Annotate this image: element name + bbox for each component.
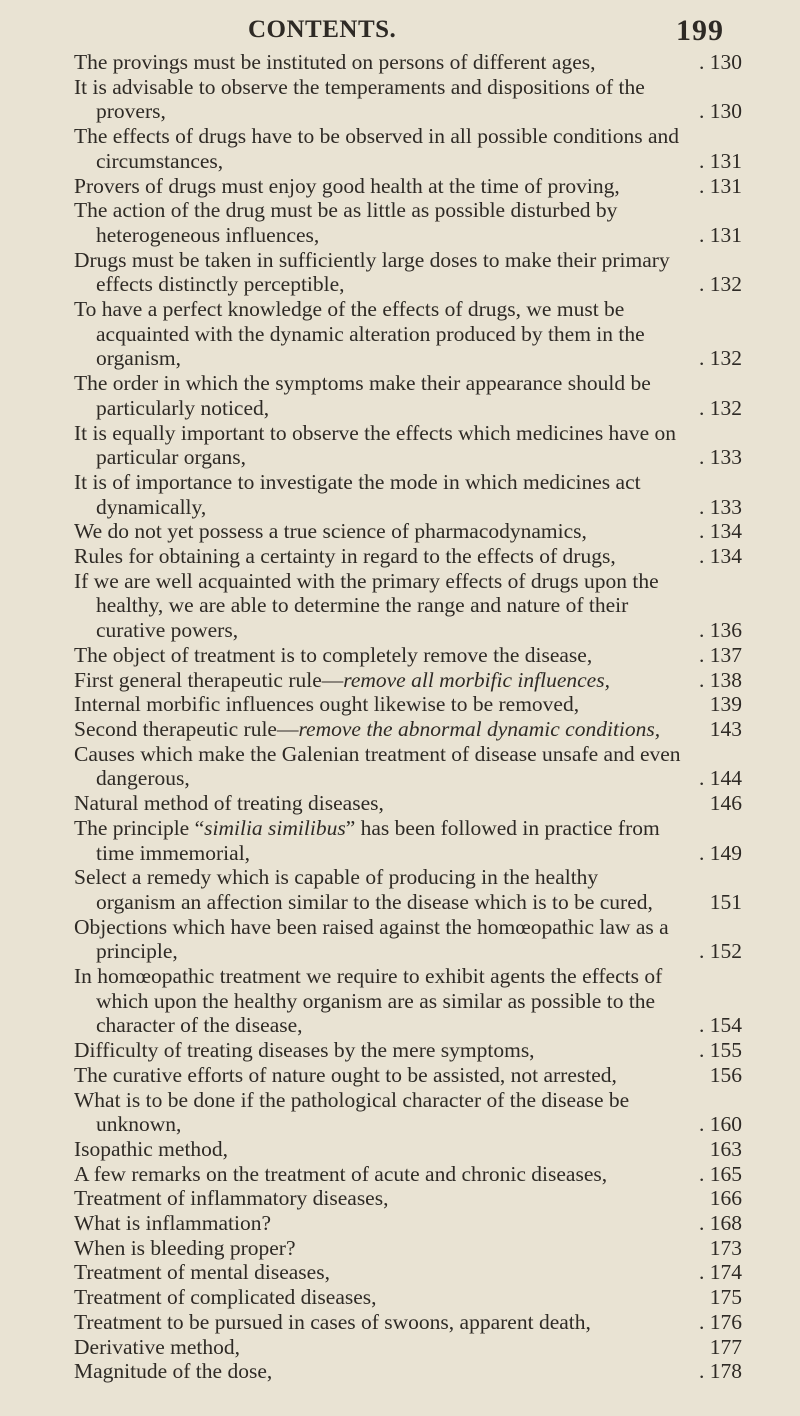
- entry-page-number: . 132: [699, 272, 742, 297]
- contents-list: [74, 50, 742, 1384]
- entry-page-number: . 155: [699, 1038, 742, 1063]
- entry-page-number: 151: [709, 889, 742, 914]
- contents-entry: [74, 1335, 742, 1360]
- contents-entry: [74, 643, 742, 668]
- entry-title: The effects of drugs have to be observed in all possible conditions and circumstances,: [74, 124, 680, 173]
- entry-title: Difficulty of treating diseases by the mere symptoms,: [74, 1038, 535, 1063]
- entry-title: Objections which have been raised against the homœopathic law as a principle,: [74, 914, 669, 964]
- entry-title: The order in which the symptoms make their appearance should be particularly noticed,: [74, 371, 651, 420]
- entry-title: Rules for obtaining a certainty in regard to the effects of drugs,: [74, 544, 616, 569]
- entry-page-number: . 136: [699, 618, 742, 643]
- entry-title: Treatment to be pursued in cases of swoons, apparent death,: [74, 1309, 591, 1334]
- entry-title: The provings must be instituted on persons of different ages,: [74, 50, 596, 74]
- entry-title: The object of treatment is to completely remove the disease,: [74, 642, 593, 667]
- entry-page-number: . 132: [699, 395, 742, 420]
- contents-entry: [74, 50, 742, 75]
- entry-page-number: . 133: [699, 494, 742, 519]
- page-header: [0, 6, 800, 50]
- entry-title: Drugs must be taken in sufficiently large doses to make their primary effects distinctly perceptible,: [74, 247, 670, 297]
- entry-title: What is to be done if the pathological character of the disease be unknown,: [74, 1087, 630, 1137]
- entry-page-number: . 165: [699, 1161, 742, 1186]
- entry-title: Treatment of mental diseases,: [74, 1260, 330, 1285]
- contents-entry: [74, 1038, 742, 1063]
- entry-page-number: . 132: [699, 346, 742, 371]
- entry-page-number: . 130: [699, 50, 742, 74]
- entry-title: What is inflammation?: [74, 1211, 272, 1236]
- contents-entry: [74, 1310, 742, 1335]
- entry-title: Provers of drugs must enjoy good health at the time of proving,: [74, 173, 620, 198]
- entry-page-number: . 178: [699, 1359, 742, 1384]
- contents-entry: [74, 742, 742, 791]
- contents-entry: [74, 1359, 742, 1384]
- entry-title: Second therapeutic rule—remove the abnormal dynamic conditions,: [74, 716, 661, 741]
- entry-page-number: . 144: [699, 766, 742, 791]
- contents-entry: [74, 174, 742, 199]
- entry-page-number: . 152: [699, 939, 742, 964]
- entry-title: Treatment of complicated diseases,: [74, 1285, 377, 1310]
- entry-title: Natural method of treating diseases,: [74, 791, 384, 816]
- contents-entry: [74, 1186, 742, 1211]
- contents-entry: [74, 1088, 742, 1137]
- contents-entry: [74, 519, 742, 544]
- entry-page-number: . 131: [699, 148, 742, 173]
- contents-entry: [74, 816, 742, 865]
- entry-emphasis: remove the abnormal dynamic conditions,: [298, 716, 661, 741]
- entry-title: To have a perfect knowledge of the effects of drugs, we must be acquainted with the dynamic alteration produced by them in the organism,: [74, 297, 645, 371]
- contents-entry: [74, 75, 742, 124]
- contents-entry: [74, 544, 742, 569]
- entry-page-number: 177: [709, 1334, 742, 1359]
- entry-page-number: 139: [709, 692, 742, 717]
- entry-title: In homœopathic treatment we require to exhibit agents the effects of which upon the healthy organism are as similar as possible to the character of the disease,: [74, 964, 663, 1038]
- entry-page-number: . 174: [699, 1260, 742, 1285]
- contents-entry: [74, 1162, 742, 1187]
- contents-entry: [74, 371, 742, 420]
- entry-title: A few remarks on the treatment of acute and chronic diseases,: [74, 1161, 608, 1186]
- contents-entry: [74, 1285, 742, 1310]
- contents-entry: [74, 1260, 742, 1285]
- contents-entry: [74, 421, 742, 470]
- entry-title: Derivative method,: [74, 1334, 240, 1359]
- entry-title: We do not yet possess a true science of pharmacodynamics,: [74, 519, 587, 544]
- entry-page-number: . 149: [699, 840, 742, 865]
- entry-page-number: . 154: [699, 1013, 742, 1038]
- contents-entry: [74, 198, 742, 247]
- entry-page-number: . 131: [699, 173, 742, 198]
- entry-page-number: 166: [709, 1186, 742, 1211]
- entry-page-number: . 134: [699, 544, 742, 569]
- entry-page-number: 163: [709, 1136, 742, 1161]
- contents-entry: [74, 248, 742, 297]
- entry-page-number: . 168: [699, 1211, 742, 1236]
- entry-page-number: . 134: [699, 519, 742, 544]
- entry-title: Select a remedy which is capable of producing in the healthy organism an affection similar to the disease which is to be cured,: [74, 865, 653, 914]
- contents-entry: [74, 1137, 742, 1162]
- entry-page-number: 173: [709, 1235, 742, 1260]
- contents-entry: [74, 297, 742, 371]
- entry-page-number: 143: [709, 716, 742, 741]
- contents-entry: [74, 865, 742, 914]
- entry-emphasis: remove all morbific influences,: [343, 667, 610, 692]
- entry-title: It is advisable to observe the temperaments and dispositions of the provers,: [74, 74, 645, 124]
- contents-entry: [74, 1211, 742, 1236]
- contents-entry: [74, 470, 742, 519]
- contents-entry: [74, 915, 742, 964]
- entry-title: If we are well acquainted with the primary effects of drugs upon the healthy, we are able to determine the range and nature of their curative powers,: [74, 568, 659, 643]
- contents-entry: [74, 569, 742, 643]
- contents-entry: [74, 1236, 742, 1261]
- entry-title: Internal morbific influences ought likewise to be removed,: [74, 692, 580, 717]
- entry-page-number: . 138: [699, 667, 742, 692]
- entry-title: The curative efforts of nature ought to be assisted, not arrested,: [74, 1062, 617, 1087]
- entry-title: It is of importance to investigate the mode in which medicines act dynamically,: [74, 469, 641, 519]
- page-number: 199: [676, 14, 724, 47]
- running-title: CONTENTS.: [248, 16, 397, 43]
- contents-entry: [74, 692, 742, 717]
- contents-entry: [74, 1063, 742, 1088]
- entry-title: Causes which make the Galenian treatment of disease unsafe and even dangerous,: [74, 741, 681, 791]
- entry-page-number: 146: [709, 791, 742, 816]
- contents-entry: [74, 668, 742, 693]
- entry-title: First general therapeutic rule—remove all morbific influences,: [74, 667, 610, 692]
- entry-page-number: . 176: [699, 1309, 742, 1334]
- entry-page-number: 175: [709, 1285, 742, 1310]
- contents-entry: [74, 124, 742, 173]
- contents-entry: [74, 791, 742, 816]
- entry-title: The action of the drug must be as little as possible disturbed by heterogeneous influences,: [74, 198, 618, 247]
- entry-title: Treatment of inflammatory diseases,: [74, 1186, 389, 1211]
- entry-page-number: . 133: [699, 445, 742, 470]
- entry-page-number: . 130: [699, 99, 742, 124]
- entry-page-number: . 137: [699, 642, 742, 667]
- entry-title: The principle “similia similibus” has been followed in practice from time immemorial,: [74, 815, 660, 865]
- entry-title: When is bleeding proper?: [74, 1235, 296, 1260]
- entry-title: Isopathic method,: [74, 1136, 229, 1161]
- entry-page-number: . 160: [699, 1112, 742, 1137]
- entry-title: It is equally important to observe the effects which medicines have on particular organs,: [74, 420, 677, 470]
- contents-entry: [74, 717, 742, 742]
- contents-entry: [74, 964, 742, 1038]
- entry-page-number: . 131: [699, 222, 742, 247]
- entry-page-number: 156: [709, 1062, 742, 1087]
- entry-title: Magnitude of the dose,: [74, 1359, 273, 1384]
- entry-emphasis: similia similibus: [204, 815, 346, 840]
